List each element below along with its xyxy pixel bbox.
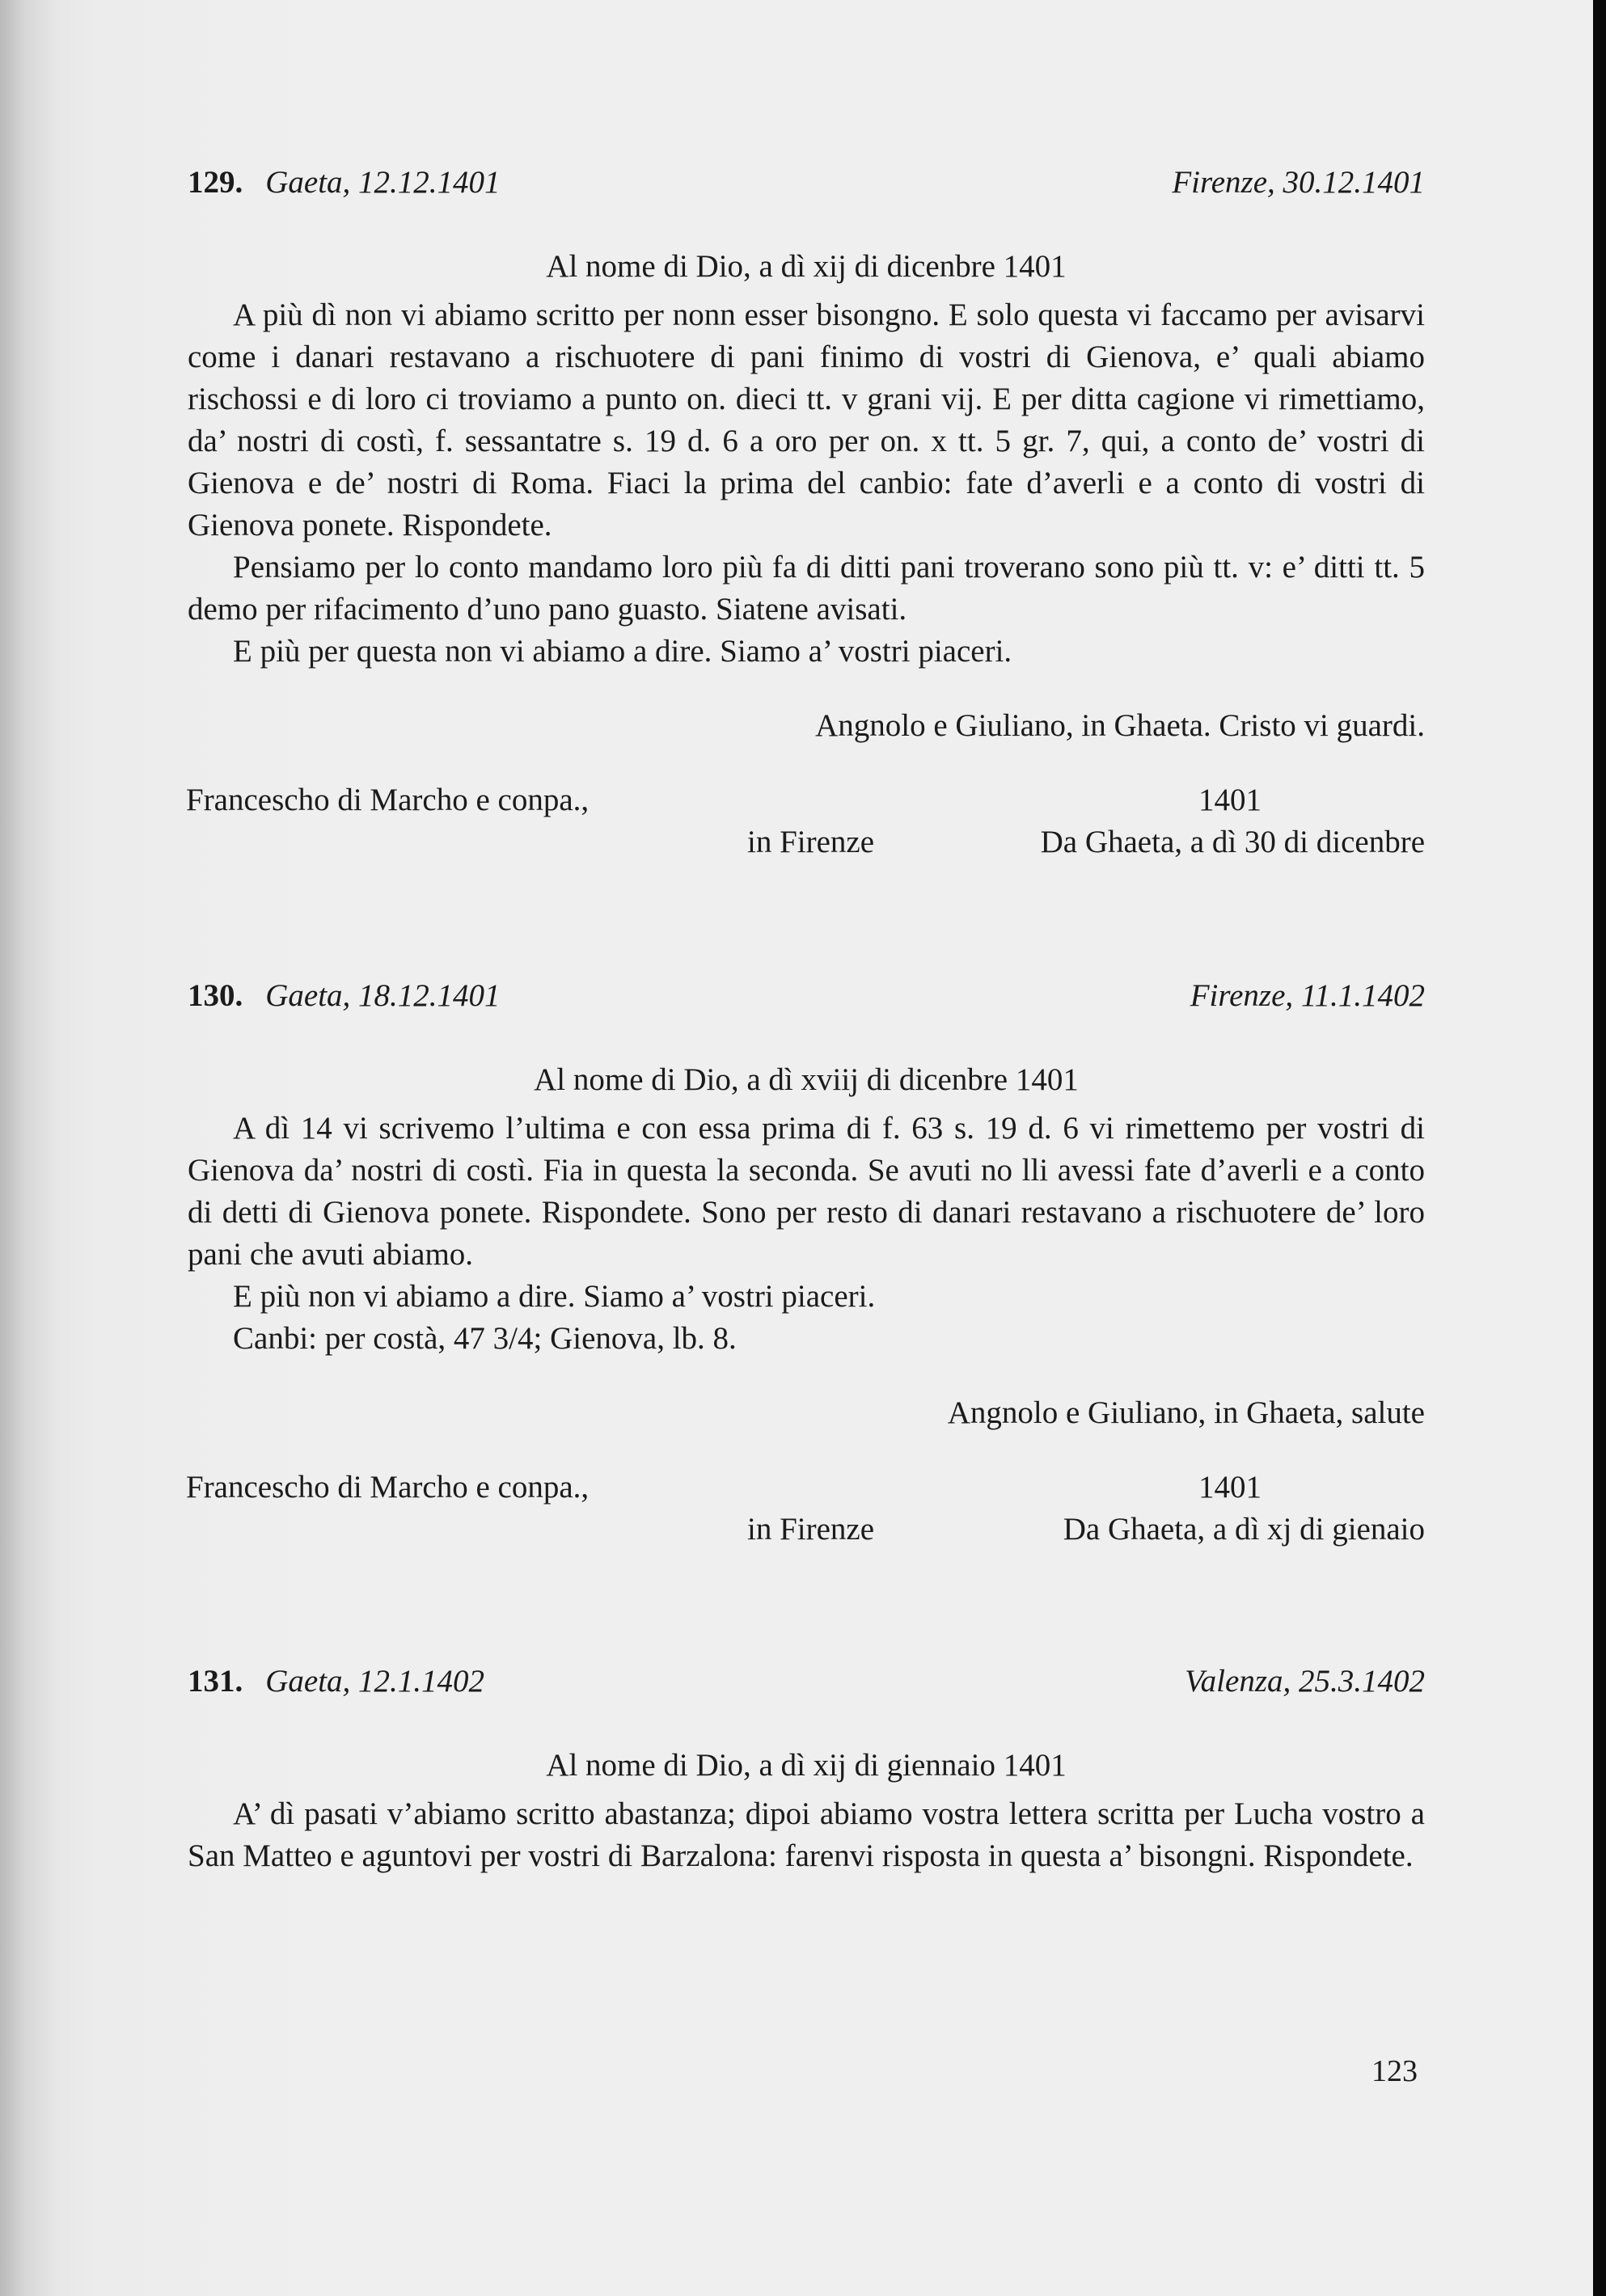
- letter-address: [188, 779, 1425, 863]
- letter-signature: Angnolo e Giuliano, in Ghaeta, salute: [947, 1395, 1425, 1430]
- letter-origin: Gaeta, 18.12.1401: [265, 978, 501, 1013]
- letter-header: [188, 975, 1425, 1017]
- page-number: 123: [1371, 2054, 1418, 2088]
- address-year: 1401: [1198, 1470, 1262, 1505]
- letter-number: 131.: [188, 1664, 243, 1699]
- letter-paragraph: E più per questa non vi abiamo a dire. Siamo a’ vostri piaceri.: [233, 634, 1012, 669]
- address-recipient: Francescho di Marcho e conpa.,: [186, 783, 590, 817]
- letter-number: 130.: [188, 978, 243, 1013]
- address-place: in Firenze: [747, 825, 875, 859]
- letter-header: [188, 162, 1425, 204]
- letter-header: [188, 1661, 1425, 1703]
- letter-address: [188, 1467, 1425, 1551]
- address-year: 1401: [1198, 783, 1262, 817]
- letter-131: [188, 1661, 1425, 1877]
- letter-number: 129.: [188, 165, 243, 200]
- letter-paragraph: A dì 14 vi scrivemo l’ultima e con essa prima di f. 63 s. 19 d. 6 vi rimettemo per vostri di Gienova da’ nostri di costì. Fia in questa la seconda. Se avuti no lli avessi fate d’averli e a conto di detti di Gienova ponete. Rispondete. Sono per resto di danari restavano a rischuotere de’ loro pani che avuti abiamo.: [188, 1111, 1425, 1272]
- letter-origin: Gaeta, 12.12.1401: [265, 165, 501, 200]
- letter-paragraph: Pensiamo per lo conto mandamo loro più fa di ditti pani troverano sono più tt. v: e’ ditti tt. 5 demo per rifacimento d’uno pano guasto. Siatene avisati.: [188, 550, 1425, 627]
- address-sender-date: Da Ghaeta, a dì xj di gienaio: [1063, 1512, 1425, 1547]
- letter-arrival: Firenze, 11.1.1402: [1190, 978, 1425, 1013]
- letter-paragraph: E più non vi abiamo a dire. Siamo a’ vostri piaceri.: [233, 1279, 876, 1314]
- page-content: [188, 162, 1425, 1877]
- letter-arrival: Firenze, 30.12.1401: [1172, 165, 1425, 200]
- letter-signature: Angnolo e Giuliano, in Ghaeta. Cristo vi guardi.: [815, 708, 1425, 743]
- letter-paragraph: A più dì non vi abiamo scritto per nonn esser bisongno. E solo questa vi faccamo per avisarvi come i danari restavano a rischuotere di pani finimo di vostri di Gienova, e’ quali abiamo rischossi e di loro ci troviamo a punto on. dieci tt. v grani vij. E per ditta cagione vi rimettiamo, da’ nostri di costì, f. sessantatre s. 19 d. 6 a oro per on. x tt. 5 gr. 7, qui, a conto de’ vostri di Gienova e de’ nostri di Roma. Fiaci la prima del canbio: fate d’averli e a conto di vostri di Gienova ponete. Rispondete.: [188, 298, 1425, 542]
- address-recipient: Francescho di Marcho e conpa.,: [186, 1470, 590, 1505]
- address-place: in Firenze: [747, 1512, 875, 1547]
- scan-edge: [1593, 0, 1606, 2296]
- letter-opening: Al nome di Dio, a dì xij di dicenbre 1401: [546, 249, 1067, 284]
- letter-opening: Al nome di Dio, a dì xij di giennaio 1401: [546, 1748, 1067, 1783]
- letter-origin: Gaeta, 12.1.1402: [265, 1664, 485, 1699]
- letter-paragraph: A’ dì pasati v’abiamo scritto abastanza; dipoi abiamo vostra lettera scritta per Lucha vostro a San Matteo e aguntovi per vostri di Barzalona: farenvi risposta in questa a’ bisongni. Rispondete.: [188, 1796, 1425, 1873]
- address-sender-date: Da Ghaeta, a dì 30 di dicenbre: [1040, 825, 1425, 859]
- letter-paragraph: Canbi: per costà, 47 3/4; Gienova, lb. 8.: [233, 1321, 737, 1356]
- letter-arrival: Valenza, 25.3.1402: [1185, 1664, 1425, 1699]
- letter-130: [188, 975, 1425, 1551]
- letter-129: [188, 162, 1425, 863]
- letter-opening: Al nome di Dio, a dì xviij di dicenbre 1401: [534, 1062, 1079, 1097]
